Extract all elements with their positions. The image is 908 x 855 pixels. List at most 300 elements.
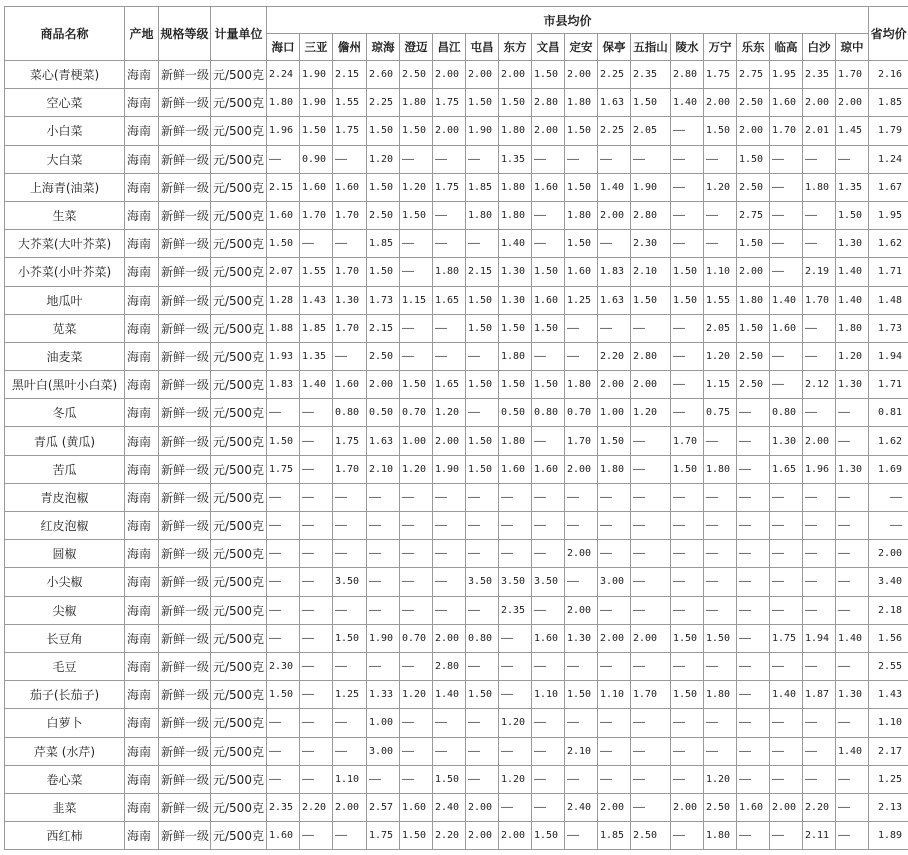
price-cell: 1.40 <box>836 624 869 652</box>
price-cell: 1.80 <box>433 258 466 286</box>
price-cell: —— <box>333 822 367 850</box>
price-cell: —— <box>737 427 770 455</box>
price-cell: —— <box>671 765 704 793</box>
price-cell: 3.00 <box>367 737 400 765</box>
price-cell: —— <box>565 709 598 737</box>
price-cell: 1.80 <box>499 342 532 370</box>
price-cell: —— <box>770 173 803 201</box>
price-cell: 1.80 <box>499 173 532 201</box>
unit-cell: 元/500克 <box>211 709 267 737</box>
price-cell: —— <box>598 483 631 511</box>
product-name-cell: 冬瓜 <box>5 399 125 427</box>
price-cell: —— <box>300 512 333 540</box>
price-cell: 2.01 <box>803 117 836 145</box>
price-cell: 2.35 <box>803 61 836 89</box>
price-cell: 1.50 <box>267 427 300 455</box>
price-cell: 1.50 <box>737 145 770 173</box>
price-cell: 1.50 <box>367 258 400 286</box>
price-cell: —— <box>737 596 770 624</box>
price-cell: —— <box>671 371 704 399</box>
price-cell: 1.50 <box>466 455 499 483</box>
table-row <box>5 399 908 427</box>
price-cell: —— <box>631 145 671 173</box>
price-cell: —— <box>598 737 631 765</box>
price-cell: —— <box>631 314 671 342</box>
price-cell: 1.50 <box>400 822 433 850</box>
price-cell: —— <box>532 793 565 821</box>
grade-cell: 新鲜一级 <box>159 737 211 765</box>
origin-cell: 海南 <box>125 427 159 455</box>
table-row <box>5 765 908 793</box>
price-cell: 1.00 <box>367 709 400 737</box>
table-row <box>5 61 908 89</box>
price-cell: 1.70 <box>333 201 367 229</box>
price-cell: —— <box>466 342 499 370</box>
header-city: 琼中 <box>836 34 869 61</box>
price-cell: 2.80 <box>631 342 671 370</box>
price-cell: 1.50 <box>565 681 598 709</box>
table-row <box>5 89 908 117</box>
price-cell: 1.50 <box>333 624 367 652</box>
price-cell: —— <box>598 709 631 737</box>
price-cell: —— <box>737 512 770 540</box>
price-cell: —— <box>565 568 598 596</box>
price-cell: 1.75 <box>333 117 367 145</box>
price-cell: 1.28 <box>267 286 300 314</box>
price-cell: 2.00 <box>631 371 671 399</box>
price-cell: —— <box>267 540 300 568</box>
price-cell: —— <box>737 737 770 765</box>
grade-cell: 新鲜一级 <box>159 793 211 821</box>
price-cell: 1.80 <box>704 455 737 483</box>
price-cell: 1.90 <box>631 173 671 201</box>
price-cell: —— <box>532 596 565 624</box>
price-cell: 1.00 <box>400 427 433 455</box>
price-cell: 2.00 <box>499 822 532 850</box>
province-avg-cell: 1.94 <box>869 342 908 370</box>
table-row <box>5 427 908 455</box>
price-cell: —— <box>803 568 836 596</box>
price-cell: —— <box>631 793 671 821</box>
price-cell: 2.11 <box>803 822 836 850</box>
header-name: 商品名称 <box>5 7 125 61</box>
price-cell: —— <box>400 709 433 737</box>
price-cell: 1.30 <box>565 624 598 652</box>
table-row <box>5 512 908 540</box>
price-cell: —— <box>367 765 400 793</box>
price-cell: 2.40 <box>433 793 466 821</box>
price-cell: 1.50 <box>367 117 400 145</box>
price-cell: 2.00 <box>499 61 532 89</box>
unit-cell: 元/500克 <box>211 314 267 342</box>
price-cell: 1.70 <box>565 427 598 455</box>
price-cell: —— <box>532 427 565 455</box>
unit-cell: 元/500克 <box>211 117 267 145</box>
price-cell: —— <box>267 596 300 624</box>
price-cell: 1.75 <box>704 61 737 89</box>
price-cell: 1.60 <box>300 173 333 201</box>
grade-cell: 新鲜一级 <box>159 822 211 850</box>
price-cell: —— <box>737 652 770 680</box>
province-avg-cell: 1.71 <box>869 371 908 399</box>
header-city: 万宁 <box>704 34 737 61</box>
price-cell: —— <box>300 483 333 511</box>
product-name-cell: 圆椒 <box>5 540 125 568</box>
price-cell: 1.80 <box>836 314 869 342</box>
price-cell: 1.50 <box>466 314 499 342</box>
price-cell: —— <box>267 512 300 540</box>
price-cell: —— <box>631 455 671 483</box>
price-cell: 1.70 <box>803 286 836 314</box>
price-cell: 1.50 <box>565 230 598 258</box>
header-city: 临高 <box>770 34 803 61</box>
price-cell: —— <box>433 540 466 568</box>
price-cell: —— <box>770 371 803 399</box>
province-avg-cell: 1.62 <box>869 427 908 455</box>
grade-cell: 新鲜一级 <box>159 258 211 286</box>
unit-cell: 元/500克 <box>211 286 267 314</box>
price-cell: 1.35 <box>499 145 532 173</box>
price-cell: —— <box>565 483 598 511</box>
price-cell: —— <box>836 568 869 596</box>
origin-cell: 海南 <box>125 314 159 342</box>
price-cell: 1.60 <box>532 173 565 201</box>
product-name-cell: 卷心菜 <box>5 765 125 793</box>
price-cell: 1.63 <box>598 89 631 117</box>
price-cell: 1.50 <box>836 201 869 229</box>
price-cell: 1.50 <box>598 427 631 455</box>
price-cell: 1.50 <box>737 230 770 258</box>
province-avg-cell: 1.24 <box>869 145 908 173</box>
price-cell: —— <box>333 652 367 680</box>
price-cell: —— <box>803 709 836 737</box>
price-cell: 2.25 <box>598 61 631 89</box>
price-cell: —— <box>803 765 836 793</box>
price-cell: 0.75 <box>704 399 737 427</box>
price-cell: 1.30 <box>499 286 532 314</box>
price-cell: —— <box>770 201 803 229</box>
header-city: 屯昌 <box>466 34 499 61</box>
price-cell: 2.00 <box>333 793 367 821</box>
price-cell: 1.80 <box>499 427 532 455</box>
product-name-cell: 苋菜 <box>5 314 125 342</box>
price-cell: —— <box>466 709 499 737</box>
price-cell: —— <box>704 145 737 173</box>
product-name-cell: 小芥菜(小叶芥菜) <box>5 258 125 286</box>
price-cell: —— <box>300 652 333 680</box>
price-cell: 1.20 <box>499 765 532 793</box>
price-cell: —— <box>333 512 367 540</box>
price-cell: 2.75 <box>737 201 770 229</box>
grade-cell: 新鲜一级 <box>159 483 211 511</box>
grade-cell: 新鲜一级 <box>159 145 211 173</box>
price-cell: 1.75 <box>267 455 300 483</box>
table-row <box>5 230 908 258</box>
price-cell: 2.35 <box>631 61 671 89</box>
origin-cell: 海南 <box>125 512 159 540</box>
price-cell: —— <box>433 314 466 342</box>
price-cell: 2.00 <box>598 624 631 652</box>
table-row <box>5 455 908 483</box>
price-cell: 1.60 <box>532 286 565 314</box>
price-cell: 1.65 <box>770 455 803 483</box>
price-cell: —— <box>400 258 433 286</box>
price-cell: 2.00 <box>466 822 499 850</box>
price-cell: 1.40 <box>300 371 333 399</box>
price-cell: 2.00 <box>565 455 598 483</box>
origin-cell: 海南 <box>125 652 159 680</box>
price-cell: 0.90 <box>300 145 333 173</box>
price-cell: 1.60 <box>267 822 300 850</box>
price-cell: —— <box>803 314 836 342</box>
price-cell: 1.50 <box>565 173 598 201</box>
origin-cell: 海南 <box>125 371 159 399</box>
price-cell: 2.15 <box>267 173 300 201</box>
price-cell: 1.93 <box>267 342 300 370</box>
grade-cell: 新鲜一级 <box>159 681 211 709</box>
price-cell: 1.15 <box>400 286 433 314</box>
price-cell: 2.00 <box>737 258 770 286</box>
price-cell: 3.50 <box>532 568 565 596</box>
price-cell: 2.00 <box>565 540 598 568</box>
price-cell: —— <box>300 822 333 850</box>
header-city: 陵水 <box>671 34 704 61</box>
price-cell: 1.90 <box>433 455 466 483</box>
price-cell: —— <box>565 652 598 680</box>
price-cell: 1.60 <box>532 455 565 483</box>
unit-cell: 元/500克 <box>211 512 267 540</box>
price-cell: 1.80 <box>803 173 836 201</box>
price-cell: 2.00 <box>803 89 836 117</box>
price-cell: 1.90 <box>367 624 400 652</box>
price-cell: —— <box>367 596 400 624</box>
price-cell: 2.15 <box>367 314 400 342</box>
header-city: 白沙 <box>803 34 836 61</box>
price-cell: —— <box>466 737 499 765</box>
price-cell: 1.85 <box>300 314 333 342</box>
price-cell: —— <box>631 596 671 624</box>
grade-cell: 新鲜一级 <box>159 540 211 568</box>
price-cell: —— <box>836 709 869 737</box>
price-cell: 2.40 <box>565 793 598 821</box>
origin-cell: 海南 <box>125 258 159 286</box>
product-name-cell: 西红柿 <box>5 822 125 850</box>
price-cell: 1.50 <box>532 314 565 342</box>
price-cell: —— <box>671 652 704 680</box>
price-cell: 1.70 <box>770 117 803 145</box>
province-avg-cell: 1.71 <box>869 258 908 286</box>
unit-cell: 元/500克 <box>211 596 267 624</box>
origin-cell: 海南 <box>125 765 159 793</box>
price-cell: 1.20 <box>836 342 869 370</box>
unit-cell: 元/500克 <box>211 737 267 765</box>
header-grade: 规格等级 <box>159 7 211 61</box>
origin-cell: 海南 <box>125 483 159 511</box>
price-cell: 1.40 <box>499 230 532 258</box>
price-cell: —— <box>803 201 836 229</box>
price-cell: 1.80 <box>704 822 737 850</box>
price-cell: —— <box>803 540 836 568</box>
table-row <box>5 117 908 145</box>
price-cell: 1.50 <box>466 681 499 709</box>
price-cell: 2.00 <box>433 117 466 145</box>
province-avg-cell: —— <box>869 483 908 511</box>
price-cell: —— <box>433 230 466 258</box>
price-cell: —— <box>565 314 598 342</box>
price-cell: 1.75 <box>433 89 466 117</box>
price-cell: —— <box>836 793 869 821</box>
header-city: 定安 <box>565 34 598 61</box>
price-cell: —— <box>836 596 869 624</box>
price-cell: —— <box>737 822 770 850</box>
price-cell: 1.50 <box>499 314 532 342</box>
product-name-cell: 白萝卜 <box>5 709 125 737</box>
unit-cell: 元/500克 <box>211 258 267 286</box>
price-cell: —— <box>400 483 433 511</box>
price-cell: 1.94 <box>803 624 836 652</box>
price-cell: 2.10 <box>565 737 598 765</box>
header-city-group: 市县均价 <box>267 7 869 34</box>
price-cell: —— <box>532 540 565 568</box>
price-cell: 1.95 <box>770 61 803 89</box>
price-cell: 3.50 <box>466 568 499 596</box>
price-cell: —— <box>704 737 737 765</box>
price-cell: —— <box>737 765 770 793</box>
table-row <box>5 145 908 173</box>
price-cell: —— <box>803 230 836 258</box>
price-cell: —— <box>770 258 803 286</box>
table-row <box>5 652 908 680</box>
price-cell: 2.00 <box>598 201 631 229</box>
price-cell: —— <box>532 483 565 511</box>
price-cell: 2.00 <box>704 89 737 117</box>
price-cell: —— <box>770 540 803 568</box>
price-cell: —— <box>704 568 737 596</box>
product-name-cell: 空心菜 <box>5 89 125 117</box>
province-avg-cell: 1.25 <box>869 765 908 793</box>
price-cell: 2.00 <box>631 624 671 652</box>
price-cell: 1.75 <box>433 173 466 201</box>
price-cell: —— <box>300 540 333 568</box>
price-cell: 2.50 <box>367 201 400 229</box>
price-cell: —— <box>770 765 803 793</box>
price-cell: 2.80 <box>532 89 565 117</box>
price-cell: —— <box>836 399 869 427</box>
price-cell: —— <box>770 568 803 596</box>
grade-cell: 新鲜一级 <box>159 61 211 89</box>
price-cell: 1.80 <box>400 89 433 117</box>
price-cell: —— <box>598 765 631 793</box>
province-avg-cell: 1.95 <box>869 201 908 229</box>
price-cell: 1.85 <box>466 173 499 201</box>
header-city: 乐东 <box>737 34 770 61</box>
header-city: 三亚 <box>300 34 333 61</box>
table-row <box>5 371 908 399</box>
unit-cell: 元/500克 <box>211 681 267 709</box>
price-cell: —— <box>367 540 400 568</box>
header-city: 五指山 <box>631 34 671 61</box>
origin-cell: 海南 <box>125 201 159 229</box>
price-cell: —— <box>466 540 499 568</box>
price-cell: 1.43 <box>300 286 333 314</box>
price-cell: 1.10 <box>333 765 367 793</box>
price-cell: —— <box>400 314 433 342</box>
price-cell: —— <box>836 765 869 793</box>
price-cell: —— <box>836 512 869 540</box>
price-cell: 1.70 <box>300 201 333 229</box>
price-cell: 1.30 <box>333 286 367 314</box>
price-cell: —— <box>803 512 836 540</box>
price-cell: —— <box>803 652 836 680</box>
price-cell: 0.50 <box>499 399 532 427</box>
price-cell: 1.20 <box>499 709 532 737</box>
price-cell: 1.55 <box>704 286 737 314</box>
price-cell: 2.15 <box>333 61 367 89</box>
price-cell: —— <box>333 483 367 511</box>
table-row <box>5 793 908 821</box>
price-cell: 1.70 <box>671 427 704 455</box>
table-row <box>5 822 908 850</box>
unit-cell: 元/500克 <box>211 652 267 680</box>
price-cell: —— <box>267 145 300 173</box>
price-cell: 3.00 <box>598 568 631 596</box>
price-cell: —— <box>704 652 737 680</box>
price-cell: 2.00 <box>836 89 869 117</box>
price-cell: 2.00 <box>466 793 499 821</box>
price-cell: 2.00 <box>737 117 770 145</box>
grade-cell: 新鲜一级 <box>159 624 211 652</box>
unit-cell: 元/500克 <box>211 483 267 511</box>
price-cell: 1.20 <box>704 173 737 201</box>
price-cell: 1.80 <box>598 455 631 483</box>
price-cell: —— <box>836 822 869 850</box>
price-cell: 1.50 <box>267 681 300 709</box>
price-cell: —— <box>598 596 631 624</box>
price-cell: —— <box>400 596 433 624</box>
price-cell: 1.40 <box>671 89 704 117</box>
product-name-cell: 茄子(长茄子) <box>5 681 125 709</box>
province-avg-cell: 2.55 <box>869 652 908 680</box>
unit-cell: 元/500克 <box>211 822 267 850</box>
price-cell: —— <box>300 455 333 483</box>
price-cell: 1.50 <box>671 258 704 286</box>
price-cell: 2.35 <box>267 793 300 821</box>
price-cell: —— <box>532 709 565 737</box>
table-body <box>5 61 908 850</box>
table-row <box>5 681 908 709</box>
origin-cell: 海南 <box>125 822 159 850</box>
price-cell: 1.35 <box>836 173 869 201</box>
price-cell: 2.07 <box>267 258 300 286</box>
price-cell: —— <box>499 793 532 821</box>
product-name-cell: 小白菜 <box>5 117 125 145</box>
price-cell: 0.80 <box>466 624 499 652</box>
price-cell: 1.50 <box>499 89 532 117</box>
unit-cell: 元/500克 <box>211 455 267 483</box>
province-avg-cell: 0.81 <box>869 399 908 427</box>
price-cell: 2.50 <box>631 822 671 850</box>
header-city: 保亭 <box>598 34 631 61</box>
price-cell: —— <box>333 737 367 765</box>
price-cell: 2.00 <box>671 793 704 821</box>
price-cell: —— <box>300 765 333 793</box>
price-cell: —— <box>532 201 565 229</box>
price-cell: 0.80 <box>532 399 565 427</box>
price-cell: 1.50 <box>400 117 433 145</box>
price-cell: —— <box>499 652 532 680</box>
price-cell: —— <box>400 145 433 173</box>
price-cell: —— <box>671 483 704 511</box>
